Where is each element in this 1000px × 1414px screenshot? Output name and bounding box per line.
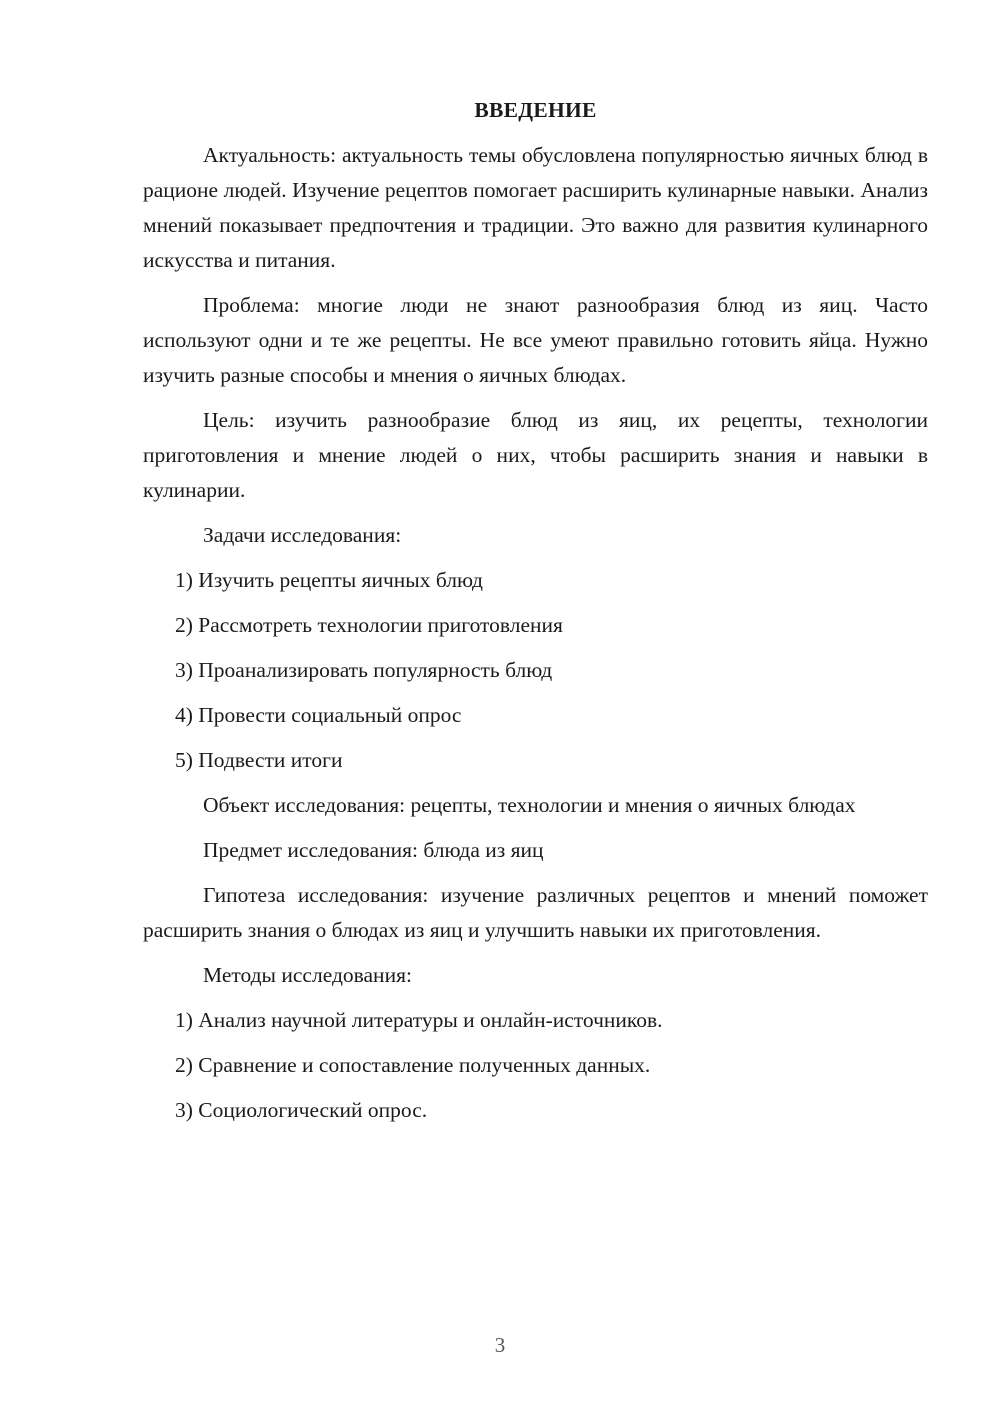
list-item: 4) Провести социальный опрос bbox=[175, 703, 462, 727]
methods-list bbox=[143, 1003, 928, 1128]
relevance-paragraph: Актуальность: актуальность темы обусловлена популярностью яичных блюд в рационе людей. Изучение рецептов помогает расширить кулинарные навыки. Анализ мнений показывает предпочтения и традиции. Это важно для развития кулинарного искусства и питания. bbox=[143, 143, 928, 272]
page-title: ВВЕДЕНИЕ bbox=[474, 98, 597, 122]
document-page bbox=[143, 92, 928, 1138]
object-paragraph: Объект исследования: рецепты, технологии и мнения о яичных блюдах bbox=[203, 793, 856, 817]
tasks-heading: Задачи исследования: bbox=[203, 523, 402, 547]
list-item: 3) Социологический опрос. bbox=[175, 1098, 428, 1122]
subject-paragraph: Предмет исследования: блюда из яиц bbox=[203, 838, 544, 862]
problem-paragraph: Проблема: многие люди не знают разнообразия блюд из яиц. Часто используют одни и те же рецепты. Не все умеют правильно готовить яйца. Нужно изучить разные способы и мнения о яичных блюдах. bbox=[143, 293, 928, 387]
list-item: 5) Подвести итоги bbox=[175, 748, 343, 772]
list-item: 1) Анализ научной литературы и онлайн-источников. bbox=[175, 1008, 663, 1032]
page-number: 3 bbox=[494, 1333, 506, 1357]
goal-paragraph: Цель: изучить разнообразие блюд из яиц, их рецепты, технологии приготовления и мнение людей о них, чтобы расширить знания и навыки в кулинарии. bbox=[143, 408, 928, 502]
methods-heading: Методы исследования: bbox=[203, 963, 412, 987]
list-item: 1) Изучить рецепты яичных блюд bbox=[175, 568, 483, 592]
list-item: 3) Проанализировать популярность блюд bbox=[175, 658, 553, 682]
hypothesis-paragraph: Гипотеза исследования: изучение различных рецептов и мнений поможет расширить знания о блюдах из яиц и улучшить навыки их приготовления. bbox=[143, 883, 928, 942]
tasks-list bbox=[143, 563, 928, 778]
list-item: 2) Сравнение и сопоставление полученных данных. bbox=[175, 1053, 651, 1077]
list-item: 2) Рассмотреть технологии приготовления bbox=[175, 613, 563, 637]
